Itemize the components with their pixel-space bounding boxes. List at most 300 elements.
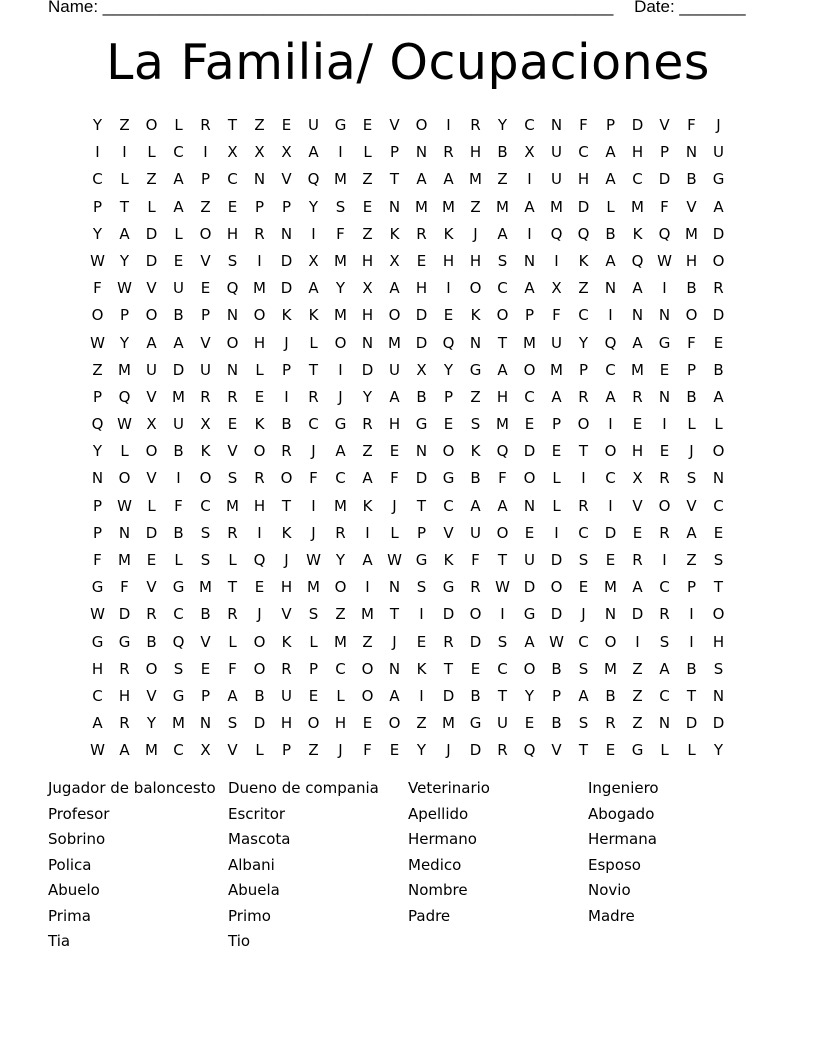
grid-letter: Z bbox=[362, 170, 373, 189]
grid-letter: N bbox=[523, 496, 536, 515]
grid-letter: R bbox=[578, 387, 589, 406]
grid-letter: R bbox=[308, 387, 319, 406]
grid-letter: S bbox=[686, 469, 697, 488]
grid-letter: R bbox=[578, 496, 589, 515]
grid-letter: O bbox=[145, 306, 158, 325]
grid-letter: D bbox=[685, 714, 698, 733]
grid-letter: K bbox=[200, 442, 211, 461]
grid-letter: M bbox=[415, 197, 428, 216]
grid-letter: B bbox=[173, 523, 184, 542]
grid-letter: V bbox=[443, 523, 454, 542]
grid-letter: P bbox=[254, 197, 265, 216]
grid-letter: O bbox=[307, 714, 320, 733]
grid-letter: P bbox=[551, 415, 562, 434]
grid-letter: E bbox=[416, 251, 427, 270]
grid-letter: Y bbox=[92, 442, 103, 461]
grid-letter: L bbox=[309, 632, 318, 651]
grid-letter: D bbox=[280, 251, 293, 270]
word-bank-item: Tia bbox=[48, 932, 71, 950]
grid-letter: D bbox=[118, 605, 131, 624]
grid-letter: U bbox=[389, 360, 400, 379]
grid-letter: F bbox=[309, 469, 318, 488]
grid-letter: Z bbox=[632, 659, 643, 678]
grid-letter: N bbox=[658, 306, 671, 325]
grid-letter: Z bbox=[497, 170, 508, 189]
grid-letter: T bbox=[389, 170, 400, 189]
grid-letter: I bbox=[365, 578, 370, 597]
grid-letter: H bbox=[631, 143, 644, 162]
grid-letter: N bbox=[604, 279, 617, 298]
grid-letter: O bbox=[469, 605, 482, 624]
grid-letter: M bbox=[118, 551, 131, 569]
grid-letter: A bbox=[497, 224, 508, 243]
grid-letter: O bbox=[496, 523, 509, 542]
grid-letter: N bbox=[469, 333, 482, 352]
grid-letter: J bbox=[716, 116, 721, 134]
grid-letter: F bbox=[687, 116, 696, 134]
grid-letter: A bbox=[119, 741, 130, 760]
grid-letter: L bbox=[120, 442, 129, 461]
grid-letter: B bbox=[173, 442, 184, 461]
grid-letter: P bbox=[659, 143, 670, 162]
grid-letter: N bbox=[631, 306, 644, 325]
grid-letter: Z bbox=[632, 714, 643, 733]
grid-letter: B bbox=[686, 279, 697, 298]
grid-letter: M bbox=[334, 306, 347, 325]
grid-letter: Q bbox=[523, 741, 536, 760]
grid-letter: M bbox=[172, 387, 185, 406]
grid-letter: V bbox=[281, 605, 292, 624]
grid-letter: C bbox=[578, 306, 589, 325]
grid-letter: V bbox=[227, 442, 238, 461]
grid-letter: I bbox=[257, 251, 262, 270]
grid-letter: S bbox=[173, 659, 184, 678]
grid-letter: A bbox=[146, 333, 157, 352]
grid-letter: H bbox=[496, 387, 509, 406]
grid-letter: I bbox=[338, 360, 343, 379]
grid-letter: X bbox=[389, 251, 400, 270]
grid-letter: H bbox=[469, 143, 482, 162]
grid-letter: M bbox=[145, 741, 158, 760]
grid-letter: O bbox=[604, 442, 617, 461]
grid-letter: O bbox=[334, 578, 347, 597]
grid-letter: O bbox=[496, 306, 509, 325]
grid-letter: R bbox=[200, 387, 211, 406]
date-field-label: Date: _______ bbox=[634, 0, 746, 16]
grid-letter: U bbox=[173, 415, 184, 434]
grid-letter: E bbox=[362, 197, 373, 216]
grid-letter: S bbox=[200, 551, 211, 569]
grid-letter: Q bbox=[631, 251, 644, 270]
grid-letter: B bbox=[470, 469, 481, 488]
grid-letter: A bbox=[173, 197, 184, 216]
grid-letter: O bbox=[253, 442, 266, 461]
grid-letter: Y bbox=[362, 387, 373, 406]
grid-letter: X bbox=[200, 741, 211, 760]
grid-letter: B bbox=[173, 306, 184, 325]
grid-letter: X bbox=[281, 143, 292, 162]
grid-letter: F bbox=[552, 306, 561, 325]
grid-letter: F bbox=[687, 333, 696, 352]
grid-letter: W bbox=[117, 279, 132, 298]
grid-letter: N bbox=[415, 442, 428, 461]
grid-letter: G bbox=[334, 415, 347, 434]
grid-letter: F bbox=[336, 224, 345, 243]
grid-letter: E bbox=[362, 714, 373, 733]
grid-letter: K bbox=[281, 632, 292, 651]
grid-letter: S bbox=[227, 251, 238, 270]
grid-letter: E bbox=[362, 116, 373, 134]
grid-letter: W bbox=[657, 251, 672, 270]
grid-letter: D bbox=[523, 442, 536, 461]
grid-letter: E bbox=[713, 333, 724, 352]
grid-letter: C bbox=[227, 170, 238, 189]
grid-letter: I bbox=[500, 605, 505, 624]
grid-letter: N bbox=[523, 251, 536, 270]
word-bank bbox=[48, 776, 768, 955]
word-bank-item: Hermana bbox=[588, 830, 657, 848]
grid-letter: Z bbox=[362, 632, 373, 651]
grid-letter: A bbox=[173, 333, 184, 352]
grid-letter: T bbox=[578, 741, 589, 760]
grid-letter: X bbox=[308, 251, 319, 270]
grid-letter: X bbox=[551, 279, 562, 298]
grid-letter: D bbox=[550, 551, 563, 569]
grid-letter: A bbox=[308, 279, 319, 298]
grid-letter: V bbox=[146, 279, 157, 298]
grid-letter: H bbox=[280, 578, 293, 597]
grid-letter: I bbox=[662, 279, 667, 298]
grid-letter: P bbox=[92, 387, 103, 406]
grid-letter: M bbox=[685, 224, 698, 243]
grid-letter: H bbox=[334, 714, 347, 733]
grid-letter: J bbox=[311, 442, 316, 461]
grid-letter: R bbox=[335, 523, 346, 542]
grid-letter: G bbox=[469, 360, 482, 379]
grid-letter: J bbox=[581, 605, 586, 624]
grid-letter: Y bbox=[416, 741, 427, 760]
grid-letter: F bbox=[174, 496, 183, 515]
grid-letter: C bbox=[497, 659, 508, 678]
grid-letter: R bbox=[200, 116, 211, 134]
grid-letter: A bbox=[227, 686, 238, 705]
grid-letter: I bbox=[122, 143, 127, 162]
grid-letter: G bbox=[334, 116, 347, 134]
page-title: La Familia/ Ocupaciones bbox=[106, 34, 710, 91]
grid-letter: S bbox=[578, 551, 589, 569]
grid-letter: U bbox=[551, 170, 562, 189]
grid-letter: R bbox=[227, 523, 238, 542]
grid-letter: B bbox=[416, 387, 427, 406]
grid-letter: F bbox=[363, 741, 372, 760]
grid-letter: N bbox=[388, 659, 401, 678]
grid-letter: M bbox=[226, 496, 239, 515]
word-bank-item: Profesor bbox=[48, 804, 110, 823]
grid-letter: H bbox=[388, 415, 401, 434]
grid-letter: L bbox=[309, 333, 318, 352]
grid-letter: Y bbox=[497, 116, 508, 134]
grid-letter: Q bbox=[658, 224, 671, 243]
grid-letter: O bbox=[523, 659, 536, 678]
grid-letter: I bbox=[662, 551, 667, 569]
grid-letter: I bbox=[311, 496, 316, 515]
grid-letter: I bbox=[527, 170, 532, 189]
grid-letter: T bbox=[389, 605, 400, 624]
grid-letter: E bbox=[632, 523, 643, 542]
grid-letter: S bbox=[497, 632, 508, 651]
grid-letter: C bbox=[713, 496, 724, 515]
grid-letter: I bbox=[419, 605, 424, 624]
grid-letter: W bbox=[90, 333, 105, 352]
grid-letter: G bbox=[118, 632, 131, 651]
grid-letter: M bbox=[334, 496, 347, 515]
grid-letter: V bbox=[200, 333, 211, 352]
grid-letter: G bbox=[658, 333, 671, 352]
grid-letter: L bbox=[687, 415, 696, 434]
grid-letter: I bbox=[338, 143, 343, 162]
grid-letter: C bbox=[173, 143, 184, 162]
grid-letter: H bbox=[280, 714, 293, 733]
grid-letter: B bbox=[146, 632, 157, 651]
grid-letter: V bbox=[551, 741, 562, 760]
grid-letter: V bbox=[146, 578, 157, 597]
grid-letter: P bbox=[686, 578, 697, 597]
grid-letter: G bbox=[172, 578, 185, 597]
grid-letter: D bbox=[442, 605, 455, 624]
grid-letter: R bbox=[227, 605, 238, 624]
grid-letter: R bbox=[632, 387, 643, 406]
grid-letter: P bbox=[605, 116, 616, 134]
grid-letter: B bbox=[200, 605, 211, 624]
grid-letter: A bbox=[524, 197, 535, 216]
grid-letter: V bbox=[632, 496, 643, 515]
word-bank-item: Apellido bbox=[408, 804, 469, 823]
grid-letter: Q bbox=[172, 632, 185, 651]
grid-letter: O bbox=[253, 632, 266, 651]
grid-letter: B bbox=[470, 686, 481, 705]
grid-letter: J bbox=[392, 496, 397, 515]
grid-letter: Q bbox=[91, 415, 104, 434]
grid-letter: V bbox=[146, 387, 157, 406]
word-bank-item: Hermano bbox=[408, 830, 477, 848]
grid-letter: I bbox=[608, 306, 613, 325]
grid-letter: T bbox=[497, 333, 508, 352]
grid-letter: H bbox=[91, 659, 104, 678]
grid-letter: M bbox=[496, 415, 509, 434]
grid-letter: L bbox=[336, 686, 345, 705]
grid-letter: F bbox=[660, 197, 669, 216]
grid-letter: T bbox=[443, 659, 454, 678]
grid-letter: U bbox=[308, 116, 319, 134]
grid-letter: L bbox=[255, 360, 264, 379]
grid-letter: R bbox=[281, 442, 292, 461]
word-bank-item: Mascota bbox=[228, 830, 291, 848]
grid-letter: S bbox=[659, 632, 670, 651]
grid-letter: W bbox=[117, 415, 132, 434]
grid-letter: Z bbox=[92, 360, 103, 379]
grid-letter: I bbox=[635, 632, 640, 651]
grid-letter: A bbox=[389, 686, 400, 705]
grid-letter: X bbox=[146, 415, 157, 434]
grid-letter: A bbox=[605, 170, 616, 189]
grid-letter: E bbox=[200, 279, 211, 298]
grid-letter: K bbox=[389, 224, 400, 243]
grid-letter: P bbox=[281, 197, 292, 216]
grid-letter: G bbox=[415, 415, 428, 434]
grid-letter: E bbox=[524, 714, 535, 733]
grid-letter: V bbox=[281, 170, 292, 189]
grid-letter: C bbox=[659, 578, 670, 597]
name-field-label: Name: ______________________________________________________ bbox=[48, 0, 614, 16]
grid-letter: C bbox=[443, 496, 454, 515]
grid-letter: M bbox=[604, 578, 617, 597]
grid-letter: A bbox=[713, 197, 724, 216]
grid-letter: N bbox=[361, 333, 374, 352]
grid-letter: D bbox=[415, 306, 428, 325]
grid-letter: M bbox=[118, 360, 131, 379]
grid-letter: L bbox=[147, 197, 156, 216]
grid-letter: G bbox=[523, 605, 536, 624]
grid-letter: A bbox=[686, 523, 697, 542]
grid-letter: A bbox=[524, 632, 535, 651]
grid-letter: F bbox=[93, 551, 102, 569]
grid-letter: O bbox=[712, 605, 725, 624]
grid-letter: T bbox=[281, 496, 292, 515]
grid-letter: O bbox=[685, 306, 698, 325]
grid-letter: L bbox=[687, 741, 696, 760]
grid-letter: E bbox=[200, 659, 211, 678]
grid-letter: Q bbox=[442, 333, 455, 352]
grid-letter: B bbox=[686, 659, 697, 678]
grid-letter: E bbox=[227, 415, 238, 434]
grid-letter: J bbox=[311, 523, 316, 542]
grid-letter: I bbox=[419, 686, 424, 705]
grid-letter: E bbox=[173, 251, 184, 270]
grid-letter: K bbox=[281, 523, 292, 542]
grid-letter: W bbox=[495, 578, 510, 597]
grid-letter: Z bbox=[200, 197, 211, 216]
grid-letter: O bbox=[253, 659, 266, 678]
grid-letter: O bbox=[550, 578, 563, 597]
grid-letter: A bbox=[416, 170, 427, 189]
word-bank-item bbox=[408, 929, 588, 955]
grid-letter: O bbox=[361, 659, 374, 678]
grid-letter: F bbox=[228, 659, 237, 678]
word-bank-item: Tio bbox=[228, 932, 251, 950]
grid-letter: H bbox=[442, 251, 455, 270]
grid-letter: B bbox=[551, 714, 562, 733]
grid-letter: R bbox=[470, 578, 481, 597]
grid-letter: P bbox=[119, 306, 130, 325]
grid-letter: O bbox=[361, 686, 374, 705]
grid-letter: O bbox=[145, 116, 158, 134]
grid-letter: N bbox=[415, 143, 428, 162]
grid-letter: E bbox=[443, 306, 454, 325]
grid-letter: D bbox=[523, 578, 536, 597]
grid-letter: A bbox=[389, 387, 400, 406]
grid-letter: S bbox=[470, 415, 481, 434]
grid-letter: J bbox=[392, 632, 397, 651]
grid-letter: D bbox=[712, 714, 725, 733]
grid-letter: M bbox=[550, 360, 563, 379]
grid-letter: V bbox=[146, 469, 157, 488]
grid-letter: L bbox=[174, 224, 183, 243]
grid-letter: W bbox=[90, 605, 105, 624]
grid-letter: M bbox=[442, 714, 455, 733]
grid-letter: G bbox=[442, 469, 455, 488]
grid-letter: F bbox=[93, 279, 102, 298]
grid-letter: X bbox=[632, 469, 643, 488]
grid-letter: M bbox=[631, 197, 644, 216]
grid-letter: Y bbox=[119, 251, 130, 270]
grid-letter: A bbox=[632, 279, 643, 298]
grid-letter: R bbox=[659, 469, 670, 488]
grid-letter: P bbox=[92, 496, 103, 515]
word-bank-item: Esposo bbox=[588, 855, 641, 874]
grid-letter: U bbox=[524, 551, 535, 569]
grid-letter: U bbox=[281, 686, 292, 705]
grid-letter: O bbox=[334, 333, 347, 352]
grid-letter: C bbox=[659, 686, 670, 705]
grid-letter: A bbox=[119, 224, 130, 243]
grid-letter: O bbox=[253, 306, 266, 325]
grid-letter: D bbox=[712, 306, 725, 325]
grid-letter: G bbox=[469, 714, 482, 733]
grid-letter: J bbox=[689, 442, 694, 461]
grid-letter: J bbox=[473, 224, 478, 243]
grid-letter: C bbox=[524, 116, 535, 134]
grid-letter: I bbox=[95, 143, 100, 162]
grid-letter: N bbox=[550, 116, 563, 134]
grid-letter: O bbox=[145, 442, 158, 461]
grid-letter: A bbox=[362, 551, 373, 569]
grid-letter: O bbox=[469, 279, 482, 298]
grid-letter: P bbox=[416, 523, 427, 542]
grid-letter: I bbox=[662, 415, 667, 434]
grid-letter: P bbox=[200, 686, 211, 705]
grid-letter: T bbox=[578, 442, 589, 461]
grid-letter: N bbox=[388, 197, 401, 216]
grid-letter: O bbox=[712, 442, 725, 461]
grid-letter: Q bbox=[577, 224, 590, 243]
grid-letter: W bbox=[387, 551, 402, 569]
grid-letter: Y bbox=[524, 686, 535, 705]
grid-letter: E bbox=[389, 741, 400, 760]
grid-letter: M bbox=[334, 251, 347, 270]
grid-letter: L bbox=[147, 496, 156, 515]
grid-letter: A bbox=[362, 469, 373, 488]
grid-letter: N bbox=[91, 469, 104, 488]
grid-letter: J bbox=[338, 741, 343, 760]
word-bank-item: Escritor bbox=[228, 804, 286, 823]
grid-letter: L bbox=[228, 632, 237, 651]
grid-letter: G bbox=[442, 578, 455, 597]
grid-letter: Z bbox=[146, 170, 157, 189]
word-search-grid bbox=[84, 112, 732, 765]
grid-letter: K bbox=[416, 659, 427, 678]
grid-letter: U bbox=[200, 360, 211, 379]
grid-letter: C bbox=[524, 387, 535, 406]
grid-letter: N bbox=[712, 686, 725, 705]
grid-letter: Z bbox=[578, 279, 589, 298]
grid-letter: N bbox=[604, 605, 617, 624]
grid-letter: A bbox=[713, 387, 724, 406]
grid-letter: P bbox=[308, 659, 319, 678]
grid-letter: P bbox=[443, 387, 454, 406]
grid-letter: Z bbox=[119, 116, 130, 134]
grid-letter: E bbox=[605, 741, 616, 760]
grid-letter: R bbox=[443, 143, 454, 162]
